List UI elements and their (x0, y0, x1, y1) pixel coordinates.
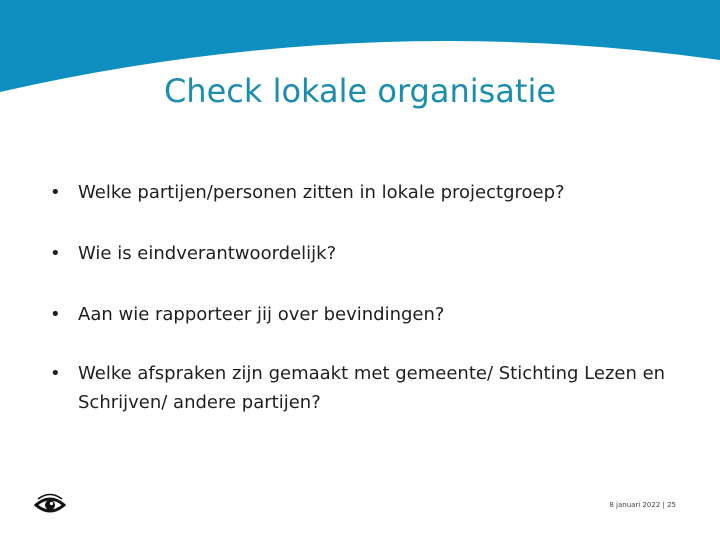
bullet-text: Welke afspraken zijn gemaakt met gemeente/ Stichting Lezen en Schrijven/ andere partijen? (78, 363, 666, 413)
bullet-list (48, 178, 688, 417)
bullet-item (48, 239, 688, 268)
bullet-item (48, 300, 688, 329)
slide-footer-date-page: 8 januari 2022 | 25 (609, 501, 676, 509)
bullet-dot: • (50, 182, 61, 203)
eye-logo-icon (34, 492, 66, 518)
bullet-dot: • (50, 304, 61, 325)
bullet-item (48, 178, 688, 207)
bullet-item (48, 359, 688, 417)
bullet-text: Aan wie rapporteer jij over bevindingen? (78, 304, 445, 325)
bullet-text: Wie is eindverantwoordelijk? (78, 243, 337, 264)
bullet-text: Welke partijen/personen zitten in lokale projectgroep? (78, 182, 565, 203)
slide-title: Check lokale organisatie (163, 72, 557, 110)
bullet-dot: • (50, 363, 61, 384)
bullet-dot: • (50, 243, 61, 264)
